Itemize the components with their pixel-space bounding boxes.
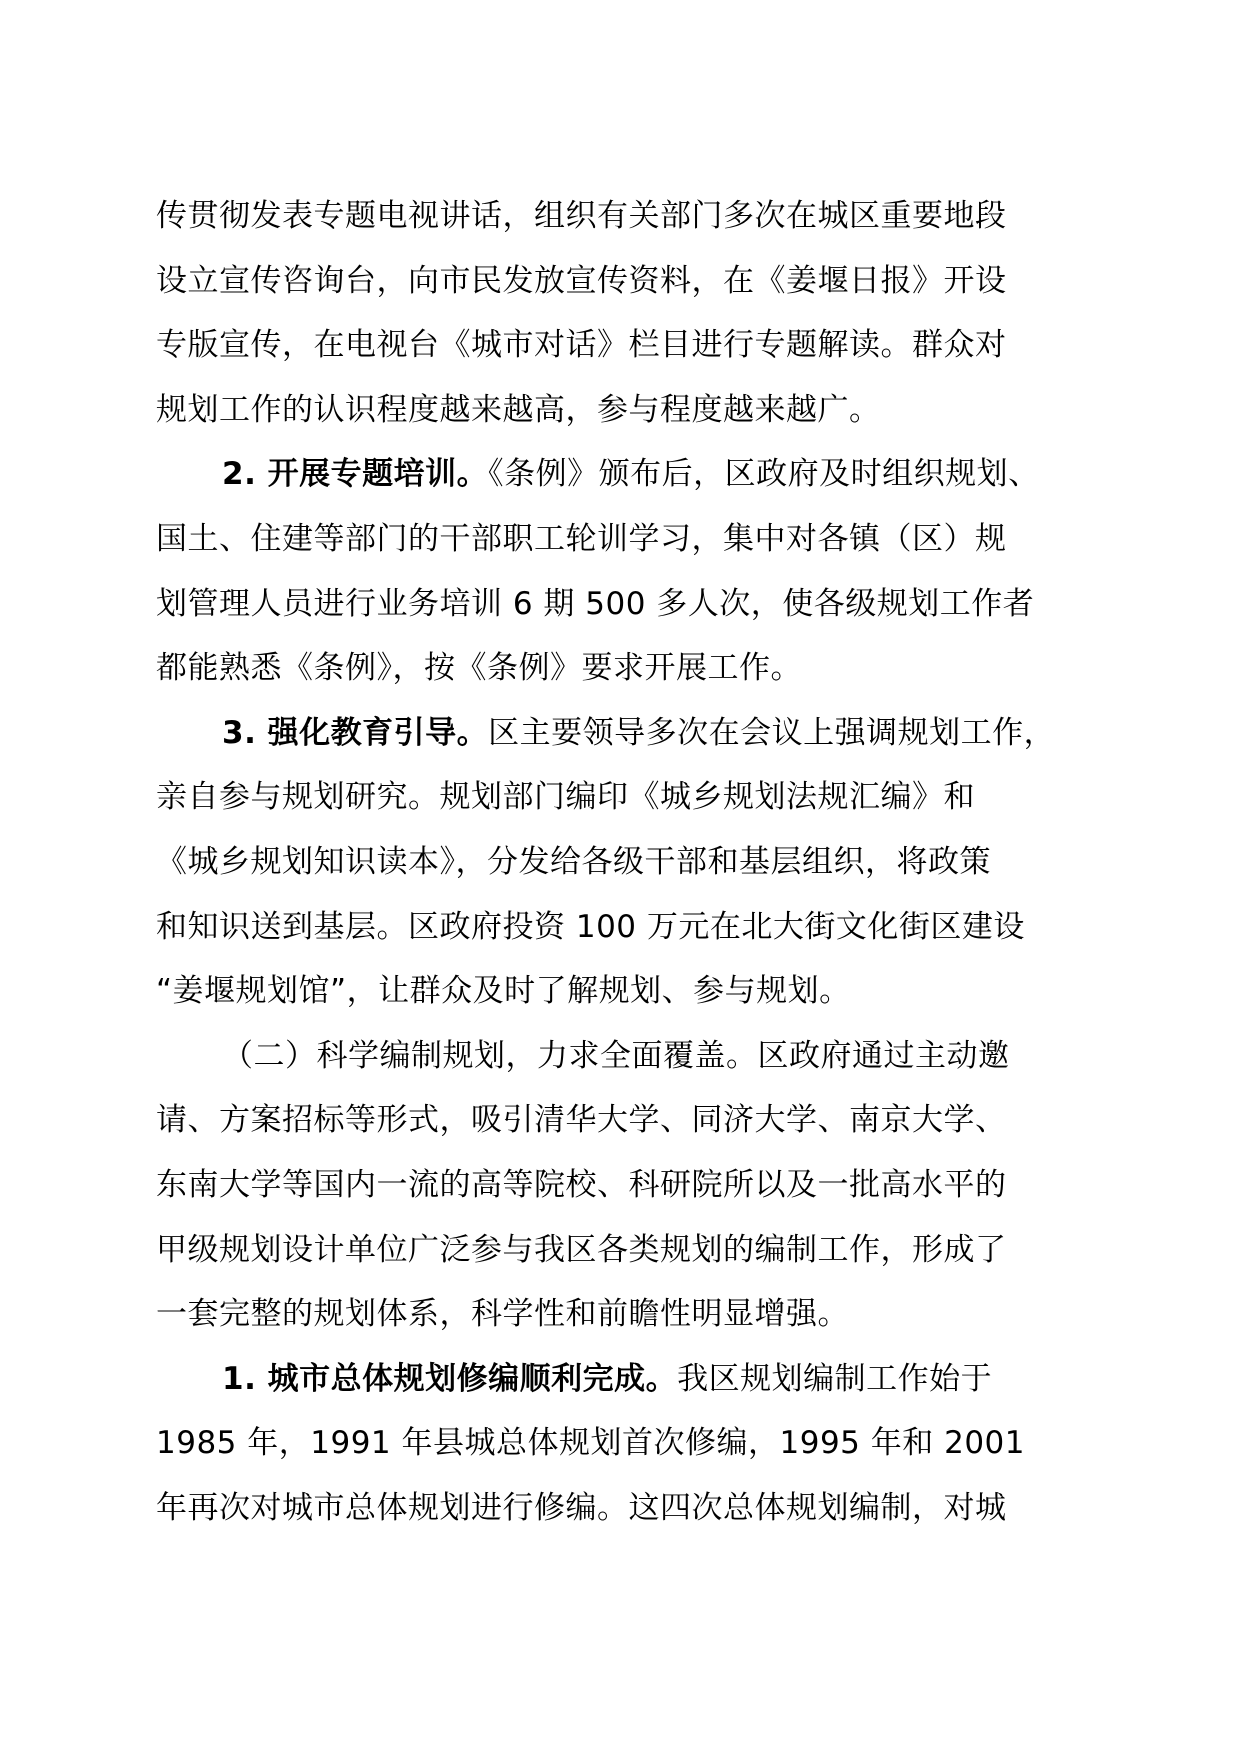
text-line: 一套完整的规划体系，科学性和前瞻性明显增强。: [156, 1296, 849, 1333]
text-line-section-two: （二）科学编制规划，力求全面覆盖。区政府通过主动邀: [222, 1037, 1010, 1074]
text-line: 年再次对城市总体规划进行修编。这四次总体规划编制，对城: [156, 1489, 1007, 1526]
text-line: “姜堰规划馆”，让群众及时了解规划、参与规划。: [156, 973, 851, 1010]
text-line: 都能熟悉《条例》，按《条例》要求开展工作。: [156, 650, 802, 687]
section-heading: 2. 开展专题培训。: [222, 456, 489, 493]
text-line: 和知识送到基层。区政府投资 100 万元在北大街文化街区建设: [156, 908, 1025, 945]
text-line: 专版宣传，在电视台《城市对话》栏目进行专题解读。群众对: [156, 327, 1007, 364]
text-line: 划管理人员进行业务培训 6 期 500 多人次，使各级规划工作者: [156, 585, 1035, 622]
section-heading: 3. 强化教育引导。: [222, 714, 489, 751]
text-line: 甲级规划设计单位广泛参与我区各类规划的编制工作，形成了: [156, 1231, 1007, 1268]
text-line: 规划工作的认识程度越来越高，参与程度越来越广。: [156, 391, 881, 428]
text-line-heading-master-plan: [156, 1347, 1116, 1412]
text-line: 请、方案招标等形式，吸引清华大学、同济大学、南京大学、: [156, 1102, 1007, 1139]
text-line: 传贯彻发表专题电视讲话，组织有关部门多次在城区重要地段: [156, 198, 1007, 234]
paragraph-text: 区主要领导多次在会议上强调规划工作，: [488, 714, 1056, 751]
paragraph-text: 我区规划编制工作始于: [677, 1360, 993, 1397]
paragraph-text: 《条例》颁布后，区政府及时组织规划、: [488, 456, 1040, 493]
text-line: 亲自参与规划研究。规划部门编印《城乡规划法规汇编》和: [156, 779, 975, 816]
text-line: 1985 年，1991 年县城总体规划首次修编，1995 年和 2001: [156, 1425, 1025, 1462]
text-line-heading-training: [156, 442, 1116, 507]
section-heading: 1. 城市总体规划修编顺利完成。: [222, 1360, 678, 1397]
text-line-heading-education: [156, 701, 1116, 766]
body-text: [156, 184, 1116, 1540]
text-line: 设立宣传咨询台，向市民发放宣传资料，在《姜堰日报》开设: [156, 262, 1007, 299]
text-line: 《城乡规划知识读本》，分发给各级干部和基层组织，将政策: [156, 843, 991, 880]
text-line: 国土、住建等部门的干部职工轮训学习，集中对各镇（区）规: [156, 520, 1007, 557]
text-line: 东南大学等国内一流的高等院校、科研院所以及一批高水平的: [156, 1166, 1007, 1203]
